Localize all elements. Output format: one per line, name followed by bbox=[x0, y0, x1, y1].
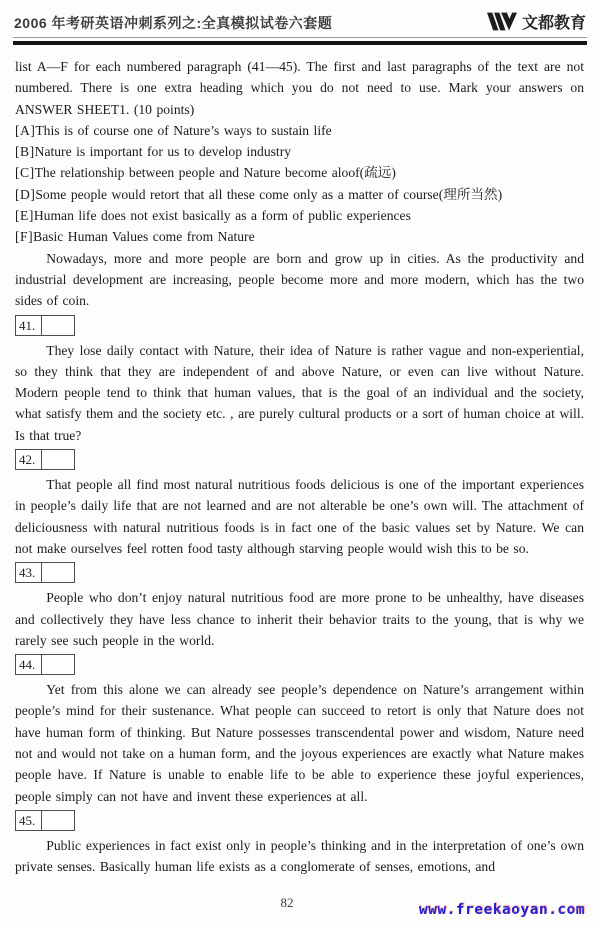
question-number: 44. bbox=[16, 655, 42, 674]
text-paragraph: Public experiences in fact exist only in people’s thinking and in the interpretation of one’s own private senses. Basically human life exists as a conglomerate of senses, emotions, and bbox=[15, 837, 584, 875]
text-paragraph: People who don’t enjoy natural nutritious food are more prone to be unhealthy, have diseases and collectively they have less chance to inherit their behavior traits to the young, that is why we rarely see such people in the world. bbox=[15, 590, 584, 648]
question-number: 43. bbox=[16, 563, 42, 582]
answer-blank bbox=[42, 655, 74, 674]
question-box-45 bbox=[15, 810, 75, 831]
text-paragraph: They lose daily contact with Nature, their idea of Nature is rather vague and non-experiential, so they think that they are independent of and above Nature, or even can live without Nature. Modern people tend to think that human values, that is the goal of an individual and the society, what satisfy them and the society etc. , are purely cultural products or a sort of human choice at will. Is that true? bbox=[15, 342, 584, 443]
option-tag: [E] bbox=[15, 208, 34, 224]
question-box-41 bbox=[15, 315, 75, 336]
wendu-w-logo-icon bbox=[487, 12, 517, 31]
brand-name: 文都教育 bbox=[521, 15, 586, 32]
heading-option-d bbox=[15, 184, 584, 205]
option-text: Human life does not exist basically as a form of public experiences bbox=[33, 208, 411, 224]
answer-blank bbox=[42, 563, 74, 582]
heading-option-a bbox=[15, 120, 584, 141]
watermark-url: www.freekaoyan.com bbox=[418, 902, 585, 918]
option-tag: [A] bbox=[15, 122, 36, 138]
question-box-44 bbox=[15, 654, 75, 675]
heading-option-e bbox=[15, 205, 584, 226]
option-tag: [D] bbox=[15, 186, 36, 202]
answer-blank bbox=[42, 811, 74, 830]
text-paragraph: That people all find most natural nutritious foods delicious is one of the important experiences in people’s daily life that are not learned and are not alterable be one’s own will. The attachment of deliciousness with natural nutritious foods is in fact one of the basic values set by Nature. We can not make ourselves feel rotten food tasty although starving people would wish this to be so. bbox=[15, 477, 584, 556]
option-text: Nature is important for us to develop industry bbox=[34, 144, 292, 160]
page-footer bbox=[0, 891, 600, 921]
header-title: 2006 年考研英语冲刺系列之:全真模拟试卷六套题 bbox=[14, 15, 333, 31]
answer-blank bbox=[42, 316, 74, 335]
heading-option-f bbox=[15, 226, 584, 247]
page-header bbox=[0, 0, 600, 33]
option-text: Some people would retort that all these come only as a matter of course(理所当然) bbox=[35, 186, 503, 202]
heading-option-b bbox=[15, 141, 584, 162]
text-paragraph: Yet from this alone we can already see people’s dependence on Nature’s arrangement within people’s mind for their sustenance. What people can succeed to retort is only that Nature does not have human form of thinking. But Nature possesses transcendental power and wisdom, Nature need not and would not take on a human form, and the joyous experiences are exactly what Nature makes people have. If Nature is unable to enable life to be able to experience these joyful experiences, people simply can not have and invent these experiences at all. bbox=[15, 682, 584, 804]
text-paragraph: Nowadays, more and more people are born and grow up in cities. As the productivity and industrial development are increasing, people become more and more modern, which has the two sides of coin. bbox=[15, 250, 584, 309]
option-text: This is of course one of Nature’s ways to sustain life bbox=[35, 122, 332, 138]
page-number: 82 bbox=[280, 895, 294, 910]
question-number: 41. bbox=[16, 316, 42, 335]
brand-logo bbox=[487, 10, 586, 33]
header-rule-thin bbox=[13, 37, 587, 38]
heading-option-c bbox=[15, 162, 584, 183]
answer-blank bbox=[42, 450, 74, 469]
question-box-42 bbox=[15, 449, 75, 470]
option-tag: [F] bbox=[15, 229, 34, 245]
option-text: Basic Human Values come from Nature bbox=[33, 229, 255, 245]
question-number: 42. bbox=[16, 450, 42, 469]
document-body bbox=[0, 45, 600, 878]
question-box-43 bbox=[15, 562, 75, 583]
instructions-paragraph: list A—F for each numbered paragraph (41—45). The first and last paragraphs of the text are not numbered. There is one extra heading which you do not need to use. Mark your answers on ANSWER SHEET1. (10 points) bbox=[15, 59, 584, 117]
option-tag: [C] bbox=[15, 165, 35, 181]
option-tag: [B] bbox=[15, 144, 35, 160]
option-text: The relationship between people and Nature become aloof(疏远) bbox=[34, 165, 396, 181]
question-number: 45. bbox=[16, 811, 42, 830]
